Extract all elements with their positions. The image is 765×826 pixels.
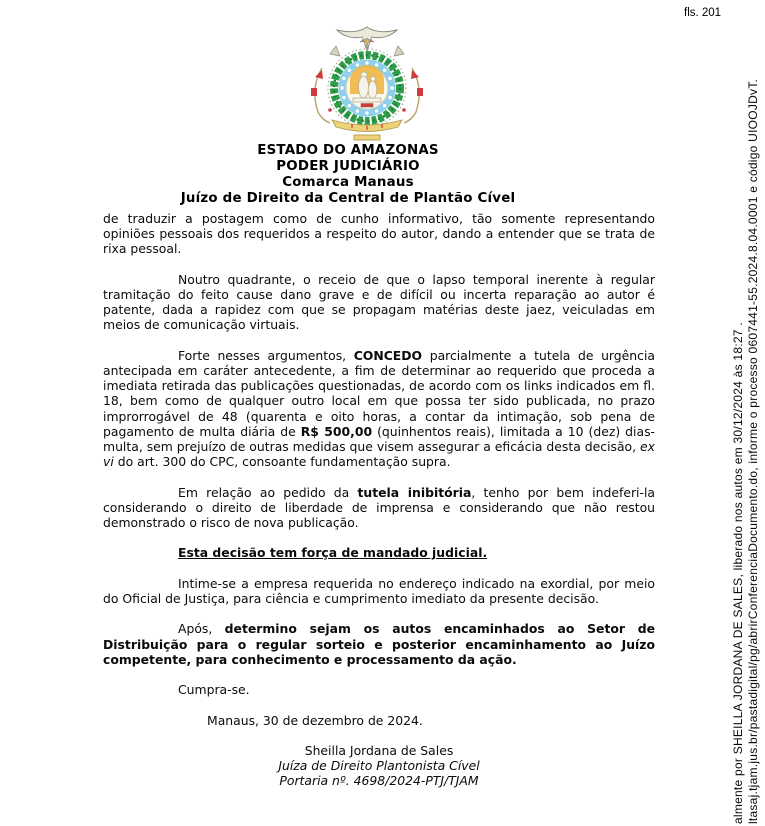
signer-name: Sheilla Jordana de Sales [304, 742, 454, 758]
paragraph: Forte nesses argumentos, CONCEDO parcialmente a tutela de urgência antecipada em caráter antecedente, a fim de determinar ao requerido que proceda a imediata retirada das publicações questionadas, de acordo com os links indicados em fl. 18, bem como de qualquer outro local em que possa ter sido publicada, no prazo improrrogável de 48 (quarenta e oito horas, a contar da intimação, sob pena de pagamento de multa diária de R$ 500,00 (quinhentos reais), limitada a 10 (dez) dias-multa, sem prejuízo de outras medidas que visem assegurar a eficácia desta decisão, ex vi do art. 300 do CPC, consoante fundamentação supra. [103, 347, 655, 470]
signer-ordinance: Portaria nº. 4698/2024-PTJ/TJAM [279, 773, 479, 789]
mandate-heading: Esta decisão tem força de mandado judicial. [178, 545, 488, 561]
paragraph: Após, determino sejam os autos encaminhados ao Setor de Distribuição para o regular sorteio e posterior encaminhamento ao Juízo competente, para conhecimento e processamento da ação. [103, 621, 655, 667]
signer-role: Juíza de Direito Plantonista Cível [278, 758, 480, 774]
verification-url-margin-note: ltasaj.tjam.jus.br/pastadigital/pg/abrirConferenciaDocumento.do, informe o processo 0607441-55.2024.8.04.0001 e código UIOOJDvT. [746, 78, 760, 824]
folio-number: fls. 201 [684, 7, 722, 19]
place-date-line: Manaus, 30 de dezembro de 2024. [207, 712, 423, 728]
court-header [48, 143, 648, 207]
paragraph-cumpra-se: Cumpra-se. [178, 682, 250, 698]
paragraph: Em relação ao pedido da tutela inibitória, tenho por bem indeferi-la considerando o direito de liberdade de imprensa e considerando que não restou demonstrado o risco de nova publicação. [103, 484, 655, 531]
paragraph: Noutro quadrante, o receio de que o lapso temporal inerente à regular tramitação do feito cause dano grave e de difícil ou incerta reparação ao autor é patente, dada a rapidez com que se propagam matérias deste jaez, veiculadas em meios de comunicação virtuais. [103, 271, 655, 333]
amazonas-coat-of-arms-icon [300, 24, 434, 142]
header-line-court: Juízo de Direito da Central de Plantão Cível [180, 191, 516, 206]
header-line-comarca: Comarca Manaus [282, 175, 414, 190]
header-line-state: ESTADO DO AMAZONAS [257, 143, 439, 158]
signature-block [103, 743, 655, 789]
decision-body [103, 211, 655, 789]
paragraph: de traduzir a postagem como de cunho informativo, tão somente representando opiniões pessoais dos requeridos a respeito do autor, dando a entender que se trata de rixa pessoal. [103, 211, 655, 257]
digital-signature-margin-note: almente por SHEILLA JORDANA DE SALES, liberado nos autos em 30/12/2024 às 18:27 . [731, 322, 745, 824]
header-line-branch: PODER JUDICIÁRIO [276, 159, 420, 174]
paragraph: Intime-se a empresa requerida no endereço indicado na exordial, por meio do Oficial de Justiça, para ciência e cumprimento imediato da presente decisão. [103, 575, 655, 606]
